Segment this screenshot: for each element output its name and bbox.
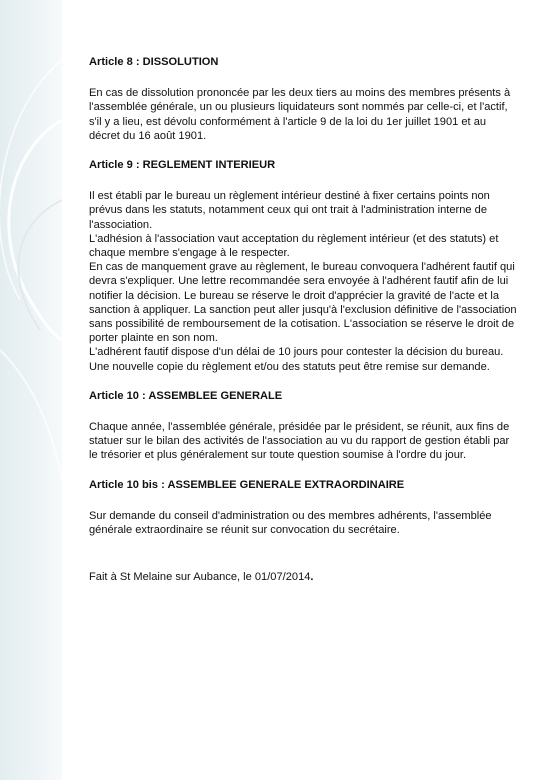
- article-10bis-title: Article 10 bis : ASSEMBLEE GENERALE EXTRAORDINAIRE: [89, 478, 405, 491]
- decorative-swirl-graphic: [0, 0, 62, 780]
- article-9-paragraph-2: L'adhésion à l'association vaut acceptation du règlement intérieur (et des statuts) et chaque membre s'engage à le respecter.: [89, 232, 499, 260]
- signature-end-mark: .: [310, 571, 314, 584]
- article-9-paragraph-1: Il est établi par le bureau un règlement intérieur destiné à fixer certains points non prévus dans les statuts, notamment ceux qui ont trait à l'administration interne de l'association.: [89, 190, 490, 231]
- article-10bis-paragraph-1: Sur demande du conseil d'administration ou des membres adhérents, l'assemblée générale extraordinaire se réunit sur convocation du secrétaire.: [89, 509, 492, 537]
- article-8-title: Article 8 : DISSOLUTION: [89, 56, 219, 68]
- article-9-paragraph-5: Une nouvelle copie du règlement et/ou des statuts peut être remise sur demande.: [89, 360, 490, 373]
- article-9-title: Article 9 : REGLEMENT INTERIEUR: [89, 159, 276, 172]
- article-9-paragraph-3: En cas de manquement grave au règlement, le bureau convoquera l'adhérent fautif qui devra s'expliquer. Une lettre recommandée sera envoyée à l'adhérent fautif afin de lui notifier la décision. Le bureau se réserve le droit d'apprécier la gravité de l'acte et la sanction à appliquer. La sanction peut aller jusqu'à l'exclusion définitive de l'association sans possibilité de remboursement de la cotisation. L'association se réserve le droit de porter plainte en son nom.: [89, 261, 517, 345]
- article-9-paragraph-4: L'adhérent fautif dispose d'un délai de 10 jours pour contester la décision du bureau.: [89, 346, 504, 359]
- article-9-body: [89, 189, 517, 374]
- document-content: [89, 55, 517, 584]
- article-10bis-body: [89, 509, 517, 537]
- article-10-body: [89, 420, 517, 463]
- article-8-paragraph-1: En cas de dissolution prononcée par les deux tiers au moins des membres présents à l'assemblée générale, un ou plusieurs liquidateurs sont nommés par celle-ci, et l'actif, s'il y a lieu, est dévolu conformément à l'article 9 de la loi du 1er juillet 1901 et au décret du 16 août 1901.: [89, 87, 511, 142]
- decorative-left-band: [0, 0, 62, 780]
- signature-place-date: [89, 570, 517, 584]
- article-10-paragraph-1: Chaque année, l'assemblée générale, présidée par le président, se réunit, aux fins de statuer sur le bilan des activités de l'association au vu du rapport de gestion établi par le trésorier et plus généralement sur toute question soumise à l'ordre du jour.: [89, 421, 510, 462]
- article-8-body: [89, 86, 517, 143]
- article-10-title: Article 10 : ASSEMBLEE GENERALE: [89, 389, 283, 402]
- signature-text: Fait à St Melaine sur Aubance, le 01/07/2014: [89, 571, 311, 584]
